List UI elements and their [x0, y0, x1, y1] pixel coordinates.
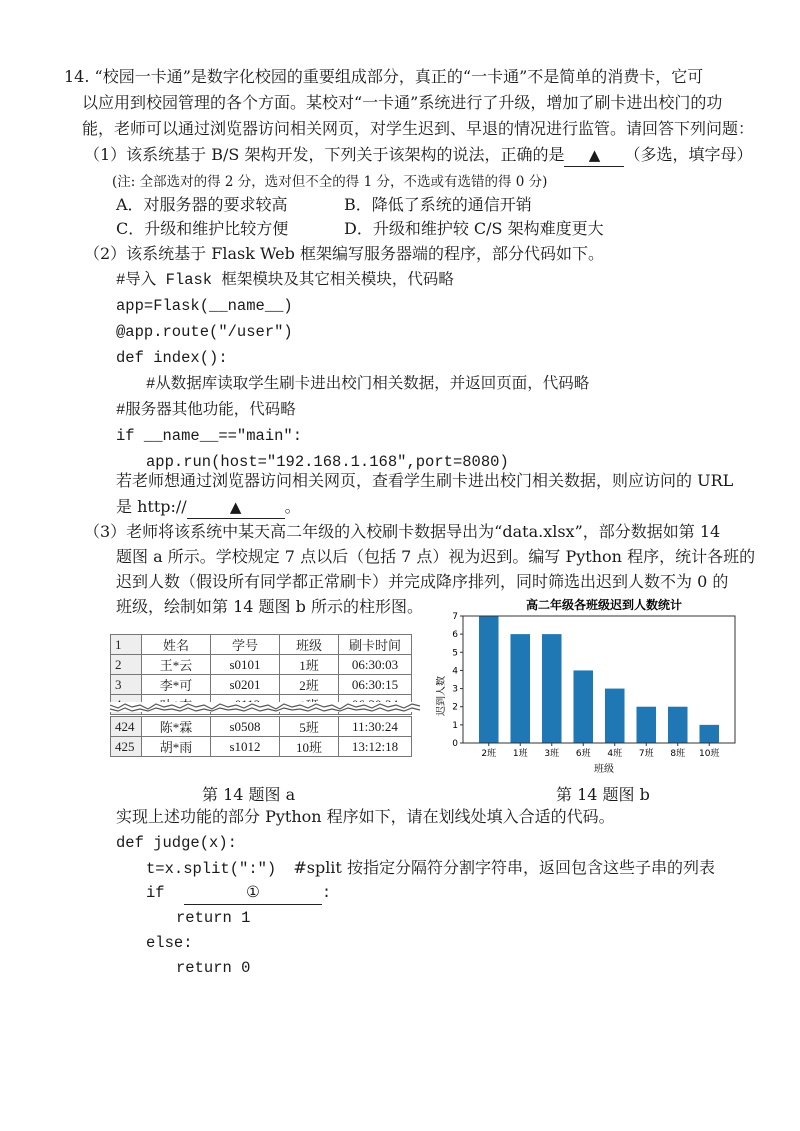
row-number: 1	[111, 635, 142, 655]
y-tick-label: 7	[452, 612, 458, 622]
x-tick-label: 8班	[670, 749, 686, 759]
part1-stem-b: （多选，填字母）	[624, 145, 753, 164]
row-number: 424	[111, 717, 142, 737]
y-tick-label: 2	[452, 702, 458, 713]
table-cell: s1012	[211, 737, 280, 757]
code-line: def judge(x):	[116, 834, 237, 852]
data-table-bottom	[110, 716, 412, 757]
code-line: if __name__=="main":	[116, 427, 303, 445]
question-line-1: 14. “校园一卡通”是数字化校园的重要组成部分，真正的“一卡通”不是简单的消费卡，它可	[64, 67, 704, 86]
x-tick-label: 1班	[512, 749, 528, 759]
caption-figure-b: 第 14 题图 b	[556, 785, 650, 804]
table-cell: 10班	[280, 737, 339, 757]
part1-note: (注: 全部选对的得 2 分，选对但不全的得 1 分，不选或有选错的得 0 分)	[112, 174, 548, 190]
code-line: return 0	[176, 959, 251, 977]
code-comment: #split 按指定分隔符分割字符串，返回包含这些子串的列表	[293, 858, 715, 877]
y-tick-label: 0	[452, 739, 458, 749]
code-line	[146, 857, 715, 880]
table-cell: 13:12:18	[339, 737, 412, 757]
x-tick-label: 7班	[638, 749, 654, 759]
code-line: app=Flask(__name__)	[116, 297, 293, 315]
table-cell: s0101	[211, 655, 280, 675]
code-line: return 1	[176, 909, 251, 927]
part2-ask-suffix: 。	[284, 497, 301, 516]
part2-ask-line-2	[116, 496, 301, 519]
x-tick-label: 2班	[481, 749, 497, 759]
table-cell: 胡*雨	[142, 737, 211, 757]
late-count-bar-chart	[436, 596, 736, 786]
table-cell: s0508	[211, 717, 280, 737]
x-tick-label: 10班	[699, 749, 720, 759]
option-d: D．升级和维护较 C/S 架构难度更大	[344, 219, 604, 238]
part2-answer-blank: ▲	[187, 496, 285, 519]
bar-1班	[510, 634, 530, 743]
y-tick-label: 1	[452, 720, 458, 731]
code-blank-1: ①	[184, 882, 322, 905]
x-tick-label: 6班	[575, 749, 591, 759]
table-cell: 06:30:15	[339, 675, 412, 695]
code-line: @app.route("/user")	[116, 323, 293, 341]
table-cell: 李*可	[142, 675, 211, 695]
part3-line-1: （3）老师将该系统中某天高二年级的入校刷卡数据导出为“data.xlsx”，部分数据如第 14	[84, 522, 721, 541]
code-line: #导入 Flask 框架模块及其它相关模块，代码略	[116, 271, 454, 289]
part1-stem	[84, 144, 752, 167]
part3-line-2: 题图 a 所示。学校规定 7 点以后（包括 7 点）视为迟到。编写 Python 程序，统计各班的	[116, 547, 756, 566]
caption-figure-a: 第 14 题图 a	[202, 785, 296, 804]
table-cell: s0201	[211, 675, 280, 695]
row-number: 425	[111, 737, 142, 757]
part3-line-3: 迟到人数（假设所有同学都正常刷卡）并完成降序排列，同时筛选出迟到人数不为 0 的	[116, 572, 729, 591]
table-cell: 陈*霖	[142, 717, 211, 737]
part2-stem: （2）该系统基于 Flask Web 框架编写服务器端的程序，部分代码如下。	[84, 244, 604, 263]
part3-line-4: 班级，绘制如第 14 题图 b 所示的柱形图。	[116, 597, 423, 616]
table-cell: 2班	[280, 675, 339, 695]
table-header: 姓名	[142, 635, 211, 655]
bar-6班	[573, 670, 593, 743]
code-line: app.run(host="192.168.1.168",port=8080)	[146, 453, 509, 471]
code-line: #服务器其他功能，代码略	[116, 401, 296, 419]
y-tick-label: 5	[452, 648, 458, 659]
option-c: C．升级和维护比较方便	[116, 219, 289, 238]
y-tick-label: 3	[452, 684, 458, 695]
x-tick-label: 4班	[607, 749, 623, 759]
code-line: #从数据库读取学生刷卡进出校门相关数据，并返回页面，代码略	[146, 375, 590, 393]
part3-after-text: 实现上述功能的部分 Python 程序如下，请在划线处填入合适的代码。	[116, 807, 615, 826]
bar-4班	[605, 689, 625, 743]
option-a: A．对服务器的要求较高	[116, 195, 288, 214]
code-line: def index():	[116, 349, 228, 367]
table-row	[111, 655, 412, 675]
table-row	[111, 717, 412, 737]
table-header: 学号	[211, 635, 280, 655]
y-tick-label: 4	[452, 666, 458, 677]
table-row	[111, 635, 412, 655]
part1-stem-a: （1）该系统基于 B/S 架构开发，下列关于该架构的说法，正确的是	[84, 145, 565, 164]
code-line: else:	[146, 934, 193, 952]
chart-plot-frame	[463, 616, 735, 743]
code-colon: :	[321, 884, 332, 902]
question-line-3: 能，老师可以通过浏览器访问相关网页，对学生迟到、早退的情况进行监管。请回答下列问题：	[82, 119, 755, 138]
row-number: 2	[111, 655, 142, 675]
table-cell: 王*云	[142, 655, 211, 675]
part2-ask-line-1: 若老师想通过浏览器访问相关网页，查看学生刷卡进出校门相关数据，则应访问的 URL	[116, 471, 734, 490]
code-if: if	[146, 884, 165, 902]
table-cell: 1班	[280, 655, 339, 675]
torn-edge-divider	[110, 702, 420, 712]
x-tick-label: 3班	[544, 749, 560, 759]
table-cell: 5班	[280, 717, 339, 737]
row-number: 3	[111, 675, 142, 695]
question-line-2: 以应用到校园管理的各个方面。某校对“一卡通”系统进行了升级，增加了刷卡进出校门的功	[82, 93, 723, 112]
bar-8班	[668, 707, 688, 743]
chart-xlabel: 班级	[594, 764, 614, 775]
bar-10班	[699, 725, 719, 743]
table-cell: 06:30:03	[339, 655, 412, 675]
table-cell: 11:30:24	[339, 717, 412, 737]
option-b: B．降低了系统的通信开销	[344, 195, 532, 214]
bar-3班	[542, 634, 562, 743]
code-split: t=x.split(":")	[146, 860, 277, 878]
code-line	[146, 882, 331, 905]
chart-ylabel: 迟到人数	[436, 676, 447, 716]
bar-2班	[479, 616, 499, 743]
y-tick-label: 6	[452, 630, 458, 641]
table-header: 班级	[280, 635, 339, 655]
table-row	[111, 675, 412, 695]
chart-title: 高二年级各班级迟到人数统计	[525, 598, 683, 612]
table-row	[111, 737, 412, 757]
part1-answer-blank: ▲	[564, 144, 624, 167]
part2-ask-prefix: 是 http://	[116, 497, 187, 516]
table-header: 刷卡时间	[339, 635, 412, 655]
bar-7班	[636, 707, 656, 743]
